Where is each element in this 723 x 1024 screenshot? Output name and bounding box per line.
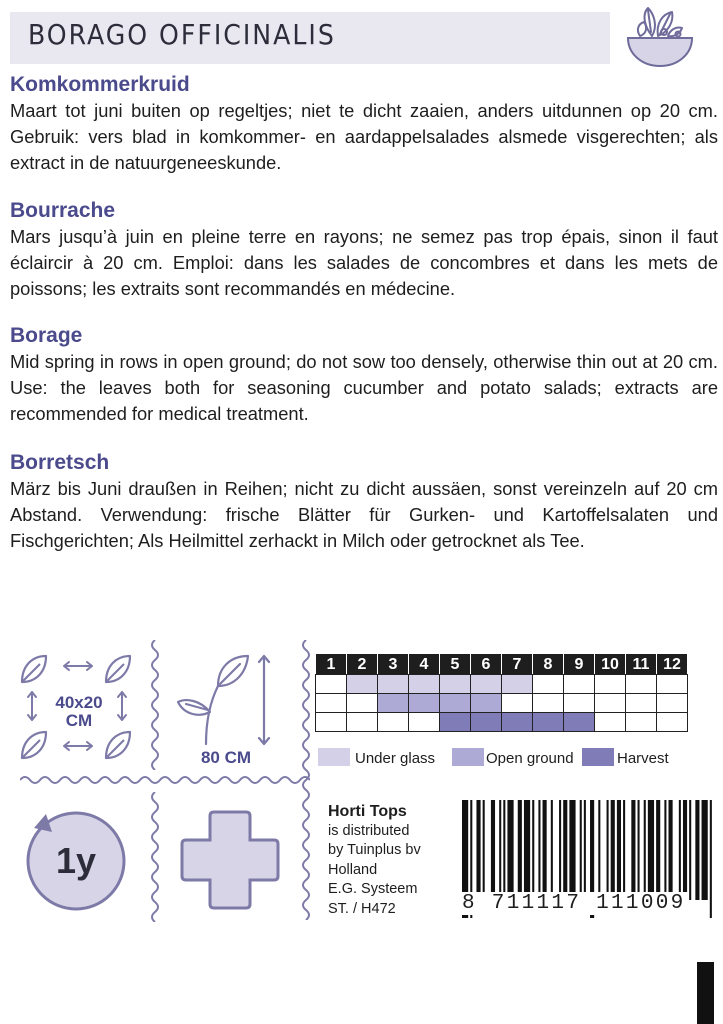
calendar-cell: [470, 712, 502, 732]
calendar-cell: [532, 674, 564, 694]
calendar-cell: [594, 712, 626, 732]
barcode-bar: [702, 800, 708, 900]
month-header: 8: [532, 653, 564, 675]
vertical-divider: [300, 640, 312, 920]
calendar-cell: [625, 712, 657, 732]
calendar-cell: [563, 674, 595, 694]
section-heading: Borage: [10, 324, 83, 347]
medicinal-cross-icon: [176, 806, 284, 914]
month-header: 11: [625, 653, 657, 675]
calendar-cell: [532, 712, 564, 732]
distributor-info: [328, 802, 421, 919]
lifecycle-label: 1y: [55, 840, 97, 881]
distributor-line: ST. / H472: [328, 900, 396, 917]
calendar-cell: [408, 674, 440, 694]
barcode-bar: [611, 800, 615, 900]
legend-label-open-ground: Open ground: [486, 750, 574, 767]
barcode-bar: [499, 800, 501, 900]
barcode-bar: [483, 800, 485, 900]
barcode-bar: [507, 800, 513, 900]
month-header: 3: [377, 653, 409, 675]
barcode-bar: [623, 800, 625, 900]
calendar-cell: [315, 674, 347, 694]
section-text: März bis Juni draußen in Reihen; nicht zu dicht aussäen, sonst vereinzeln auf 20 cm Abstand. Verwendung: frische Blätter für Gurken- und Kartoffelsalaten und Fischgerichten; Als Heilmittel zerhackt in Milch oder getrocknet als Tee.: [10, 478, 718, 551]
barcode-bar: [563, 800, 567, 900]
calendar-cell: [563, 693, 595, 713]
section-german: [10, 450, 718, 554]
calendar-cell: [625, 674, 657, 694]
calendar-cell: [501, 693, 533, 713]
calendar-cell: [656, 693, 688, 713]
calendar-row-under-glass: [316, 675, 688, 694]
month-header: 9: [563, 653, 595, 675]
calendar-cell: [594, 693, 626, 713]
calendar-header-row: [316, 654, 688, 675]
calendar-cell: [501, 674, 533, 694]
section-heading: Komkommerkruid: [10, 73, 190, 96]
barcode-bar: [710, 800, 712, 918]
barcode-bar: [518, 800, 522, 900]
barcode-bar: [532, 800, 534, 900]
distributor-line: E.G. Systeem: [328, 881, 418, 897]
calendar-row-open-ground: [316, 694, 688, 713]
vertical-divider: [149, 640, 161, 770]
legend-label-harvest: Harvest: [617, 750, 669, 767]
barcode-bar: [559, 800, 561, 900]
salad-bowl-icon: [618, 4, 698, 70]
barcode-bar: [669, 800, 673, 900]
barcode-bar: [607, 800, 609, 900]
calendar-cell: [594, 674, 626, 694]
distributor-line: is distributed: [328, 822, 410, 839]
barcode-bar: [617, 800, 621, 900]
spacing-label: 40x20 CM: [55, 693, 103, 730]
section-text: Mars jusqu’à juin en pleine terre en rayons; ne semez pas trop épais, sinon il faut éclaircir à 20 cm. Emploi: dans les salades de concombres et dans les mets de poissons; les extraits sont recommandés en médecine.: [10, 226, 718, 299]
section-text: Mid spring in rows in open ground; do not sow too densely, otherwise thin out at 20 cm. Use: the leaves both for seasoning cucumber and potato salads; extracts are recommended for medical treatment.: [10, 351, 718, 424]
calendar-cell: [470, 674, 502, 694]
month-header: 5: [439, 653, 471, 675]
legend-swatch-harvest: [582, 748, 614, 766]
barcode-bar: [656, 800, 660, 900]
horizontal-divider: [20, 774, 310, 786]
section-heading: Bourrache: [10, 199, 116, 222]
month-header: 12: [656, 653, 688, 675]
calendar-cell: [470, 693, 502, 713]
barcode-bar: [683, 800, 687, 900]
section-english: [10, 323, 718, 427]
month-header: 2: [346, 653, 378, 675]
calendar-cell: [563, 712, 595, 732]
section-text: Maart tot juni buiten op regeltjes; niet te dicht zaaien, anders uitdunnen op 20 cm. Gebruik: vers blad in komkommer- en aardappelsalades alsmede visgerechten; als extract in de natuurgeneeskunde.: [10, 100, 718, 173]
calendar-cell: [532, 693, 564, 713]
calendar-cell: [315, 693, 347, 713]
barcode-bar: [476, 800, 480, 900]
section-french: [10, 198, 718, 302]
distributor-name: Horti Tops: [328, 803, 407, 820]
barcode-bar: [679, 800, 681, 900]
calendar-cell: [377, 693, 409, 713]
barcode-bar: [664, 800, 666, 900]
distributor-line: by Tuinplus bv: [328, 842, 421, 858]
barcode-bar: [638, 800, 640, 900]
month-header: 4: [408, 653, 440, 675]
barcode-bar: [543, 800, 547, 900]
calendar-cell: [315, 712, 347, 732]
month-header: 1: [315, 653, 347, 675]
section-heading: Borretsch: [10, 451, 110, 474]
calendar-cell: [346, 693, 378, 713]
calendar-cell: [656, 674, 688, 694]
barcode-bar: [569, 800, 575, 900]
sowing-calendar: [316, 654, 688, 732]
barcode-bar: [538, 800, 540, 900]
legend-swatch-open-ground: [452, 748, 484, 766]
calendar-cell: [439, 712, 471, 732]
barcode-bar: [503, 800, 505, 900]
barcode-bar: [648, 800, 654, 900]
calendar-cell: [656, 712, 688, 732]
barcode-bar: [644, 800, 646, 900]
calendar-cell: [346, 712, 378, 732]
calendar-cell: [346, 674, 378, 694]
section-dutch: [10, 72, 718, 176]
calendar-cell: [439, 693, 471, 713]
plant-height-icon: [176, 652, 286, 748]
calendar-cell: [377, 712, 409, 732]
calendar-row-harvest: [316, 713, 688, 732]
calendar-cell: [408, 712, 440, 732]
barcode-bar: [631, 800, 635, 900]
edge-mark: [697, 962, 714, 1024]
legend-label-under-glass: Under glass: [355, 750, 436, 767]
barcode-bar: [689, 800, 691, 900]
legend-swatch-under-glass: [318, 748, 350, 766]
month-header: 7: [501, 653, 533, 675]
species-title: BORAGO OFFICINALIS: [28, 18, 336, 51]
barcode-bar: [580, 800, 582, 900]
calendar-cell: [625, 693, 657, 713]
barcode-bar: [524, 800, 530, 900]
calendar-cell: [501, 712, 533, 732]
barcode-bar: [491, 800, 495, 900]
calendar-cell: [377, 674, 409, 694]
calendar-cell: [439, 674, 471, 694]
barcode-digits: 8 711117 111009: [462, 892, 686, 915]
height-label: 80 CM: [200, 748, 252, 767]
month-header: 10: [594, 653, 626, 675]
barcode-bar: [584, 800, 586, 900]
calendar-cell: [408, 693, 440, 713]
barcode-bar: [551, 800, 553, 900]
month-header: 6: [470, 653, 502, 675]
vertical-divider: [149, 792, 161, 922]
barcode-bar: [598, 800, 600, 900]
barcode-bar: [695, 800, 699, 900]
distributor-line: Holland: [328, 861, 378, 878]
